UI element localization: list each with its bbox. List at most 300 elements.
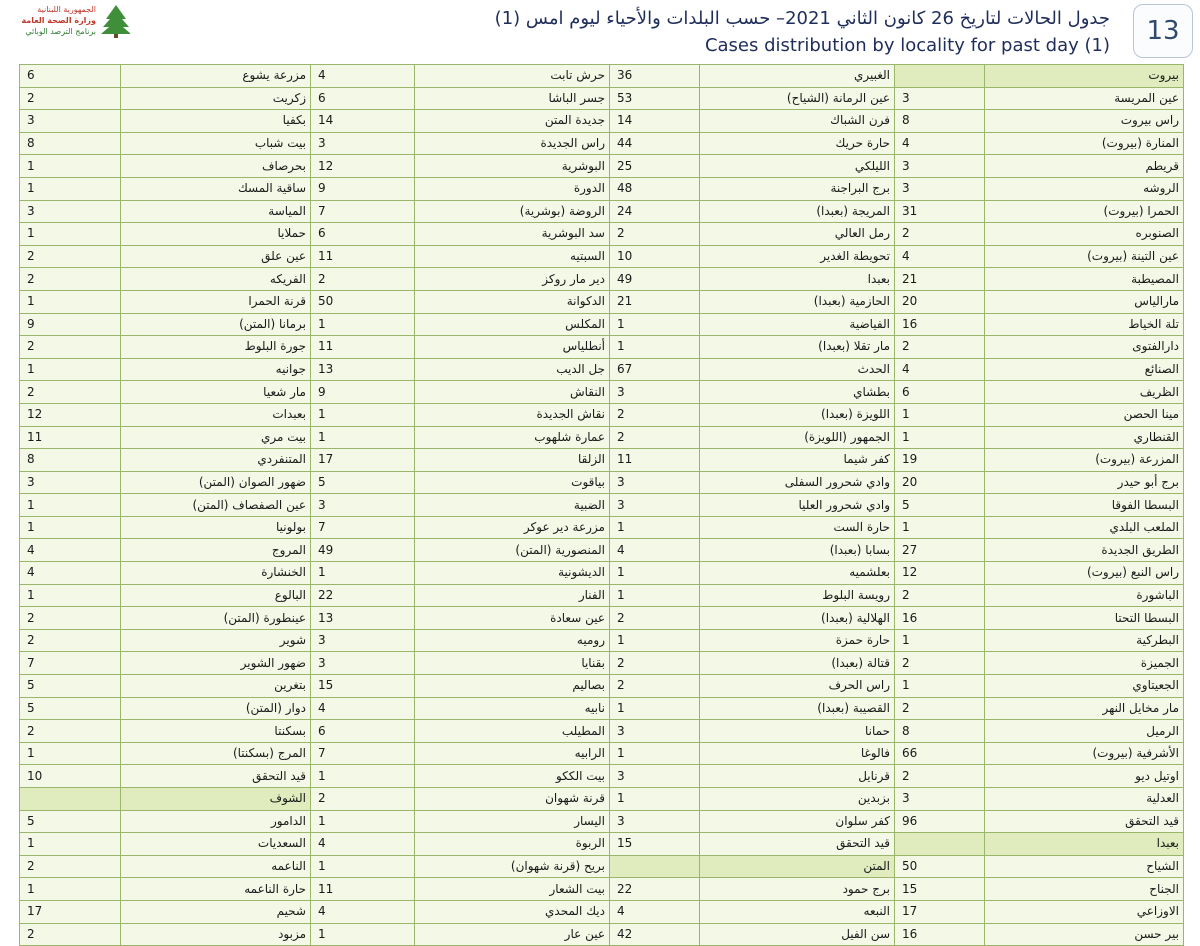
- locality-cell: عينطورة (المتن): [121, 607, 311, 630]
- table-row: [20, 720, 1184, 743]
- locality-cell: الربوة: [415, 833, 610, 856]
- table-row: [20, 268, 1184, 291]
- case-count-cell: 1: [20, 177, 121, 200]
- locality-cell: الرميل: [985, 720, 1184, 743]
- table-row: [20, 403, 1184, 426]
- locality-cell: القنطاري: [985, 426, 1184, 449]
- locality-cell: بطشاي: [700, 381, 895, 404]
- locality-cell: الدامور: [121, 810, 311, 833]
- case-count-cell: 2: [895, 336, 985, 359]
- case-count-cell: 2: [610, 403, 700, 426]
- case-count-cell: 4: [610, 900, 700, 923]
- locality-cell: عين الصفصاف (المتن): [121, 494, 311, 517]
- case-count-cell: 48: [610, 177, 700, 200]
- case-count-cell: 3: [895, 155, 985, 178]
- locality-cell: الجناح: [985, 878, 1184, 901]
- table-row: [20, 358, 1184, 381]
- locality-cell: وادي شحرور العليا: [700, 494, 895, 517]
- case-count-cell: 1: [610, 562, 700, 585]
- case-count-cell: 3: [610, 471, 700, 494]
- logo-line-2: وزارة الصحة العامة: [21, 16, 96, 25]
- locality-cell: مزرعة يشوع: [121, 65, 311, 88]
- case-count-cell: 14: [311, 110, 415, 133]
- locality-cell: اليسار: [415, 810, 610, 833]
- table-row: [20, 742, 1184, 765]
- locality-cell: ضهور الصوان (المتن): [121, 471, 311, 494]
- locality-cell: راس الحرف: [700, 675, 895, 698]
- table-row: [20, 810, 1184, 833]
- case-count-cell: 2: [20, 381, 121, 404]
- table-row: [20, 200, 1184, 223]
- locality-cell: راس النبع (بيروت): [985, 562, 1184, 585]
- case-count-cell: [895, 65, 985, 88]
- case-count-cell: 7: [20, 652, 121, 675]
- case-count-cell: 3: [311, 494, 415, 517]
- case-count-cell: 14: [610, 110, 700, 133]
- case-count-cell: 1: [895, 629, 985, 652]
- locality-cell: قرنة شهوان: [415, 788, 610, 811]
- locality-cell: راس الجديدة: [415, 132, 610, 155]
- case-count-cell: 16: [895, 607, 985, 630]
- case-count-cell: 9: [20, 313, 121, 336]
- case-count-cell: 2: [20, 720, 121, 743]
- case-count-cell: 96: [895, 810, 985, 833]
- case-count-cell: 53: [610, 87, 700, 110]
- locality-cell: عين سعادة: [415, 607, 610, 630]
- locality-cell: حارة الناعمه: [121, 878, 311, 901]
- case-count-cell: 2: [20, 245, 121, 268]
- case-count-cell: 1: [20, 494, 121, 517]
- locality-cell: السبتيه: [415, 245, 610, 268]
- locality-cell: المروج: [121, 539, 311, 562]
- case-count-cell: 31: [895, 200, 985, 223]
- locality-cell: بعبدات: [121, 403, 311, 426]
- locality-cell: العدلية: [985, 788, 1184, 811]
- locality-cell: قريطم: [985, 155, 1184, 178]
- case-count-cell: 11: [311, 336, 415, 359]
- case-count-cell: 13: [311, 607, 415, 630]
- locality-cell: رويسة البلوط: [700, 584, 895, 607]
- locality-cell: سد البوشرية: [415, 223, 610, 246]
- locality-cell: الظريف: [985, 381, 1184, 404]
- locality-cell: حملايا: [121, 223, 311, 246]
- locality-cell: بكفيا: [121, 110, 311, 133]
- case-count-cell: 2: [895, 765, 985, 788]
- locality-cell: قتالة (بعبدا): [700, 652, 895, 675]
- case-count-cell: 15: [895, 878, 985, 901]
- case-count-cell: 13: [311, 358, 415, 381]
- locality-cell: البسطا التحتا: [985, 607, 1184, 630]
- case-count-cell: 2: [20, 607, 121, 630]
- case-count-cell: 5: [20, 810, 121, 833]
- case-count-cell: 50: [895, 855, 985, 878]
- locality-cell: بيت الككو: [415, 765, 610, 788]
- locality-cell: بزبدين: [700, 788, 895, 811]
- case-count-cell: 12: [20, 403, 121, 426]
- case-count-cell: 5: [311, 471, 415, 494]
- locality-cell: الشياح: [985, 855, 1184, 878]
- locality-cell: برمانا (المتن): [121, 313, 311, 336]
- case-count-cell: 3: [610, 381, 700, 404]
- case-count-cell: 2: [610, 607, 700, 630]
- locality-cell: نابيه: [415, 697, 610, 720]
- case-count-cell: 3: [610, 765, 700, 788]
- table-row: [20, 313, 1184, 336]
- case-count-cell: 21: [610, 290, 700, 313]
- locality-cell: دارالفتوى: [985, 336, 1184, 359]
- locality-cell: بيت شباب: [121, 132, 311, 155]
- case-count-cell: 1: [311, 765, 415, 788]
- locality-cell: الحدث: [700, 358, 895, 381]
- case-count-cell: 49: [311, 539, 415, 562]
- locality-cell: البالوع: [121, 584, 311, 607]
- logo-line-3: برنامج الترصد الوبائي: [25, 27, 96, 36]
- case-count-cell: 12: [895, 562, 985, 585]
- locality-cell: المتنفردي: [121, 449, 311, 472]
- locality-cell: الحازمية (بعبدا): [700, 290, 895, 313]
- locality-cell: مار شعيا: [121, 381, 311, 404]
- locality-cell: جسر الباشا: [415, 87, 610, 110]
- case-count-cell: 1: [610, 697, 700, 720]
- case-count-cell: 1: [20, 878, 121, 901]
- district-header-cell: الشوف: [121, 788, 311, 811]
- case-count-cell: 1: [610, 336, 700, 359]
- case-count-cell: 1: [895, 426, 985, 449]
- case-count-cell: 2: [610, 675, 700, 698]
- locality-cell: برج حمود: [700, 878, 895, 901]
- locality-cell: ضهور الشوير: [121, 652, 311, 675]
- case-count-cell: 1: [311, 313, 415, 336]
- locality-cell: المكلس: [415, 313, 610, 336]
- case-count-cell: 21: [895, 268, 985, 291]
- cedar-tree-icon: [101, 5, 130, 38]
- locality-cell: جوانيه: [121, 358, 311, 381]
- locality-cell: بسكنتا: [121, 720, 311, 743]
- case-count-cell: 2: [895, 652, 985, 675]
- table-row: [20, 132, 1184, 155]
- case-count-cell: 8: [20, 132, 121, 155]
- locality-cell: مارالياس: [985, 290, 1184, 313]
- locality-cell: برج البراجنة: [700, 177, 895, 200]
- table-row: [20, 65, 1184, 88]
- district-header-cell: بيروت: [985, 65, 1184, 88]
- locality-cell: الجعيتاوي: [985, 675, 1184, 698]
- locality-cell: المنصورية (المتن): [415, 539, 610, 562]
- table-row: [20, 923, 1184, 946]
- locality-cell: الصنوبره: [985, 223, 1184, 246]
- locality-cell: حارة الست: [700, 516, 895, 539]
- case-count-cell: 3: [20, 200, 121, 223]
- case-count-cell: 1: [610, 629, 700, 652]
- case-count-cell: 3: [610, 720, 700, 743]
- case-count-cell: 8: [20, 449, 121, 472]
- case-count-cell: 2: [311, 788, 415, 811]
- locality-cell: الاوزاعي: [985, 900, 1184, 923]
- ministry-logo: [6, 2, 130, 38]
- locality-cell: عين عار: [415, 923, 610, 946]
- district-header-cell: بعبدا: [985, 833, 1184, 856]
- table-row: [20, 855, 1184, 878]
- case-count-cell: 3: [895, 87, 985, 110]
- locality-cell: الفريكه: [121, 268, 311, 291]
- case-count-cell: 24: [610, 200, 700, 223]
- case-count-cell: 6: [311, 87, 415, 110]
- locality-cell: الرابيه: [415, 742, 610, 765]
- table-row: [20, 155, 1184, 178]
- case-count-cell: 12: [311, 155, 415, 178]
- locality-cell: الروشه: [985, 177, 1184, 200]
- locality-cell: الدكوانة: [415, 290, 610, 313]
- case-count-cell: 2: [20, 629, 121, 652]
- case-count-cell: 4: [895, 132, 985, 155]
- case-count-cell: 4: [20, 562, 121, 585]
- case-count-cell: 11: [20, 426, 121, 449]
- case-count-cell: 17: [311, 449, 415, 472]
- table-row: [20, 336, 1184, 359]
- case-count-cell: 10: [20, 765, 121, 788]
- title-arabic: جدول الحالات لتاريخ 26 كانون الثاني 2021– حسب البلدات والأحياء ليوم امس (1): [494, 8, 1110, 29]
- locality-cell: بيت الشعار: [415, 878, 610, 901]
- locality-cell: مار مخايل النهر: [985, 697, 1184, 720]
- case-count-cell: 8: [895, 110, 985, 133]
- case-count-cell: 9: [311, 381, 415, 404]
- locality-cell: اللويزة (بعبدا): [700, 403, 895, 426]
- page-number: 13: [1133, 4, 1193, 58]
- case-count-cell: 2: [610, 426, 700, 449]
- case-count-cell: 3: [311, 652, 415, 675]
- locality-cell: المنارة (بيروت): [985, 132, 1184, 155]
- case-count-cell: 5: [20, 697, 121, 720]
- locality-cell: الفياضية: [700, 313, 895, 336]
- locality-cell: وادي شحرور السفلى: [700, 471, 895, 494]
- case-count-cell: 1: [20, 584, 121, 607]
- table-row: [20, 516, 1184, 539]
- case-count-cell: 1: [20, 155, 121, 178]
- case-count-cell: 1: [311, 810, 415, 833]
- locality-cell: بصاليم: [415, 675, 610, 698]
- case-count-cell: 16: [895, 923, 985, 946]
- locality-cell: رمل العالي: [700, 223, 895, 246]
- case-count-cell: 1: [311, 855, 415, 878]
- locality-cell: بعلشميه: [700, 562, 895, 585]
- locality-cell: كفر سلوان: [700, 810, 895, 833]
- table-row: [20, 471, 1184, 494]
- locality-cell: الطريق الجديدة: [985, 539, 1184, 562]
- case-count-cell: [610, 855, 700, 878]
- locality-cell: البطركية: [985, 629, 1184, 652]
- locality-cell: الليلكي: [700, 155, 895, 178]
- case-count-cell: 1: [610, 516, 700, 539]
- case-count-cell: 27: [895, 539, 985, 562]
- locality-cell: حارة حريك: [700, 132, 895, 155]
- locality-cell: حرش تابت: [415, 65, 610, 88]
- case-count-cell: 2: [20, 923, 121, 946]
- case-count-cell: 2: [610, 652, 700, 675]
- locality-cell: ديك المحدي: [415, 900, 610, 923]
- locality-cell: تحويطة الغدير: [700, 245, 895, 268]
- locality-cell: المياسة: [121, 200, 311, 223]
- table-row: [20, 494, 1184, 517]
- locality-cell: المريجة (بعبدا): [700, 200, 895, 223]
- locality-cell: قيد التحقق: [700, 833, 895, 856]
- locality-cell: الغبيري: [700, 65, 895, 88]
- case-count-cell: 3: [895, 177, 985, 200]
- case-count-cell: 8: [895, 720, 985, 743]
- case-count-cell: 1: [311, 923, 415, 946]
- case-count-cell: 67: [610, 358, 700, 381]
- case-count-cell: 4: [20, 539, 121, 562]
- case-count-cell: 36: [610, 65, 700, 88]
- case-count-cell: 4: [610, 539, 700, 562]
- case-count-cell: 2: [895, 584, 985, 607]
- case-count-cell: 44: [610, 132, 700, 155]
- title-english: Cases distribution by locality for past day (1): [704, 35, 1110, 56]
- case-count-cell: 6: [20, 65, 121, 88]
- case-count-cell: 4: [311, 900, 415, 923]
- table-row: [20, 675, 1184, 698]
- table-row: [20, 765, 1184, 788]
- table-row: [20, 223, 1184, 246]
- table-row: [20, 878, 1184, 901]
- cases-table: [19, 64, 1184, 946]
- locality-cell: حارة حمزة: [700, 629, 895, 652]
- case-count-cell: 66: [895, 742, 985, 765]
- locality-cell: نقاش الجديدة: [415, 403, 610, 426]
- case-count-cell: 1: [20, 833, 121, 856]
- locality-cell: الحمرا (بيروت): [985, 200, 1184, 223]
- case-count-cell: 42: [610, 923, 700, 946]
- case-count-cell: 1: [895, 516, 985, 539]
- case-count-cell: 50: [311, 290, 415, 313]
- locality-cell: الديشونية: [415, 562, 610, 585]
- table-row: [20, 788, 1184, 811]
- locality-cell: جديدة المتن: [415, 110, 610, 133]
- locality-cell: الناعمه: [121, 855, 311, 878]
- locality-cell: القصيبة (بعبدا): [700, 697, 895, 720]
- table-row: [20, 562, 1184, 585]
- locality-cell: الأشرفية (بيروت): [985, 742, 1184, 765]
- locality-cell: برج أبو حيدر: [985, 471, 1184, 494]
- locality-cell: روميه: [415, 629, 610, 652]
- case-count-cell: 2: [20, 336, 121, 359]
- case-count-cell: 4: [311, 697, 415, 720]
- case-count-cell: 3: [311, 132, 415, 155]
- table-row: [20, 539, 1184, 562]
- case-count-cell: 17: [895, 900, 985, 923]
- locality-cell: عين علق: [121, 245, 311, 268]
- locality-cell: النقاش: [415, 381, 610, 404]
- case-count-cell: 2: [895, 697, 985, 720]
- locality-cell: البسطا الفوقا: [985, 494, 1184, 517]
- case-count-cell: 22: [311, 584, 415, 607]
- locality-cell: فرن الشباك: [700, 110, 895, 133]
- case-count-cell: 4: [895, 245, 985, 268]
- locality-cell: بسابا (بعبدا): [700, 539, 895, 562]
- locality-cell: الزلقا: [415, 449, 610, 472]
- locality-cell: قرنايل: [700, 765, 895, 788]
- locality-cell: الجمهور (اللويزة): [700, 426, 895, 449]
- table-row: [20, 652, 1184, 675]
- locality-cell: مار تقلا (بعبدا): [700, 336, 895, 359]
- locality-cell: بتغرين: [121, 675, 311, 698]
- table-row: [20, 584, 1184, 607]
- case-count-cell: 1: [895, 675, 985, 698]
- district-header-cell: المتن: [700, 855, 895, 878]
- case-count-cell: 20: [895, 290, 985, 313]
- locality-cell: شوير: [121, 629, 311, 652]
- locality-cell: تلة الخياط: [985, 313, 1184, 336]
- case-count-cell: 2: [311, 268, 415, 291]
- case-count-cell: 4: [895, 358, 985, 381]
- table-row: [20, 87, 1184, 110]
- case-count-cell: 1: [610, 788, 700, 811]
- locality-cell: الملعب البلدي: [985, 516, 1184, 539]
- locality-cell: البوشرية: [415, 155, 610, 178]
- case-count-cell: 25: [610, 155, 700, 178]
- table-row: [20, 833, 1184, 856]
- locality-cell: قرنة الحمرا: [121, 290, 311, 313]
- table-row: [20, 697, 1184, 720]
- case-count-cell: 2: [20, 268, 121, 291]
- table-row: [20, 900, 1184, 923]
- locality-cell: المرج (بسكنتا): [121, 742, 311, 765]
- case-count-cell: 11: [311, 878, 415, 901]
- locality-cell: النبعه: [700, 900, 895, 923]
- locality-cell: فالوغا: [700, 742, 895, 765]
- locality-cell: مزبود: [121, 923, 311, 946]
- table-row: [20, 449, 1184, 472]
- case-count-cell: 2: [895, 223, 985, 246]
- case-count-cell: 3: [20, 110, 121, 133]
- case-count-cell: 1: [610, 584, 700, 607]
- locality-cell: بير حسن: [985, 923, 1184, 946]
- locality-cell: بريح (قرنة شهوان): [415, 855, 610, 878]
- case-count-cell: 1: [20, 358, 121, 381]
- locality-cell: الدورة: [415, 177, 610, 200]
- locality-cell: الخنشارة: [121, 562, 311, 585]
- case-count-cell: 4: [311, 65, 415, 88]
- locality-cell: الصنائع: [985, 358, 1184, 381]
- case-count-cell: 2: [610, 223, 700, 246]
- locality-cell: مينا الحصن: [985, 403, 1184, 426]
- case-count-cell: 1: [20, 223, 121, 246]
- case-count-cell: 15: [311, 675, 415, 698]
- locality-cell: الباشورة: [985, 584, 1184, 607]
- case-count-cell: 19: [895, 449, 985, 472]
- case-count-cell: 3: [895, 788, 985, 811]
- case-count-cell: 1: [20, 290, 121, 313]
- case-count-cell: 5: [895, 494, 985, 517]
- case-count-cell: 11: [311, 245, 415, 268]
- locality-cell: ساقية المسك: [121, 177, 311, 200]
- case-count-cell: 1: [311, 562, 415, 585]
- locality-cell: اوتيل ديو: [985, 765, 1184, 788]
- case-count-cell: [895, 833, 985, 856]
- case-count-cell: 1: [895, 403, 985, 426]
- case-count-cell: 1: [20, 742, 121, 765]
- table-row: [20, 177, 1184, 200]
- locality-cell: سن الفيل: [700, 923, 895, 946]
- locality-cell: بعبدا: [700, 268, 895, 291]
- case-count-cell: 1: [311, 426, 415, 449]
- table-row: [20, 629, 1184, 652]
- case-count-cell: 3: [610, 494, 700, 517]
- locality-cell: السعديات: [121, 833, 311, 856]
- case-count-cell: 1: [610, 313, 700, 336]
- locality-cell: بحرصاف: [121, 155, 311, 178]
- locality-cell: الجميزة: [985, 652, 1184, 675]
- locality-cell: جل الديب: [415, 358, 610, 381]
